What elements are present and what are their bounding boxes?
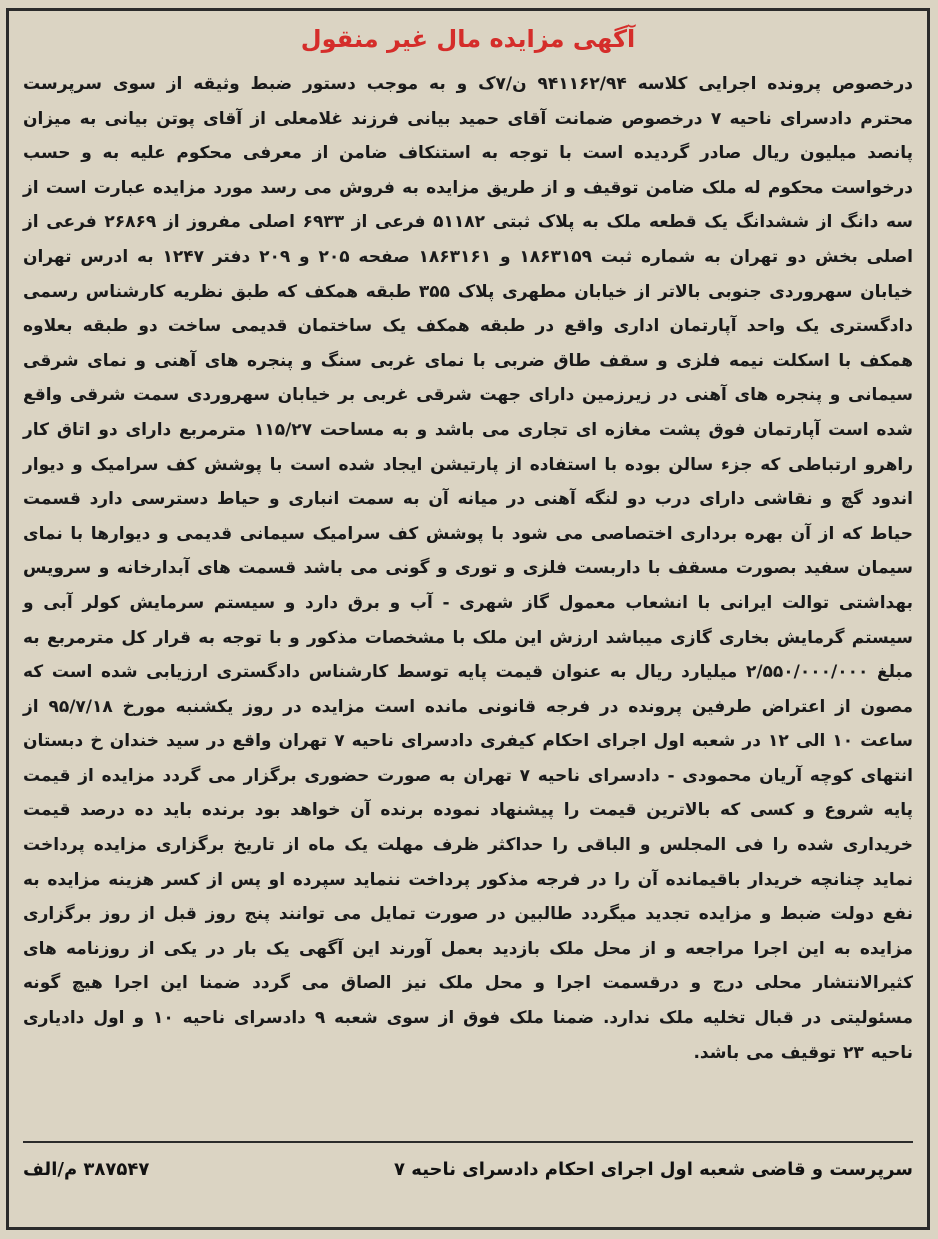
notice-code: ۳۸۷۵۴۷ م/الف	[23, 1158, 150, 1180]
notice-title: آگهی مزایده مال غیر منقول	[300, 25, 636, 53]
footer-divider	[23, 1141, 913, 1143]
notice-body: درخصوص پرونده اجرایی کلاسه ۹۴۱۱۶۲/۹۴ ن/۷ک و به موجب دستور ضبط وثیقه از سوی سرپرست محترم دادسرای ناحیه ۷ درخصوص ضمانت آقای حمید بیانی فرزند غلامعلی از آقای پوتن بیانی به میزان پانصد میلیون ریال صادر گردیده است با توجه به استنکاف ضامن از معرفی محکوم علیه به و حسب درخواست محکوم له ملک ضامن توقیف و از طریق مزایده به فروش می رسد مورد مزایده عبارت است از سه دانگ از ششدانگ یک قطعه ملک به پلاک ثبتی ۵۱۱۸۲ فرعی از ۶۹۳۳ اصلی مفروز از ۲۶۸۶۹ فرعی از اصلی بخش دو تهران به شماره ثبت ۱۸۶۳۱۵۹ و ۱۸۶۳۱۶۱ صفحه ۲۰۵ و ۲۰۹ دفتر ۱۲۴۷ به ادرس تهران خیابان سهروردی جنوبی بالاتر از خیابان مطهری پلاک ۳۵۵ طبقه همکف که طبق نظریه کارشناس رسمی دادگستری یک واحد آپارتمان اداری واقع در طبقه همکف یک ساختمان قدیمی ساخت دو طبقه بعلاوه همکف با اسکلت نیمه فلزی و سقف طاق ضربی با نمای غربی سنگ و پنجره های آهنی و نمای شرقی سیمانی و پنجره های آهنی در زیرزمین دارای جهت شرقی غربی بر خیابان سهروردی سمت شرقی واقع شده است آپارتمان فوق پشت مغازه ای تجاری می باشد و به مساحت ۱۱۵/۲۷ مترمربع دارای دو اتاق کار راهرو ارتباطی که جزء سالن بوده با استفاده از پارتیشن ایجاد شده است با پوشش کف سرامیک و دیوار اندود گچ و نقاشی دارای درب دو لنگه آهنی در میانه آن به سمت انباری و حیاط دسترسی دارد قسمت حیاط که از آن بهره برداری اختصاصی می شود با پوشش کف سرامیک سیمانی قدیمی و دیوارها با نمای سیمان سفید بصورت مسقف با داربست فلزی و توری و گونی می باشد قسمت های آبدارخانه و سرویس بهداشتی توالت ایرانی با انشعاب معمول گاز شهری - آب و برق دارد و سیستم سرمایش کولر آبی و سیستم گرمایش بخاری گازی میباشد ارزش این ملک با مشخصات مذکور و با توجه به قرار کل مترمربع به مبلغ ۲/۵۵۰/۰۰۰/۰۰۰ میلیارد ریال به عنوان قیمت پایه توسط کارشناس دادگستری ارزیابی شده است که مصون از اعتراض طرفین پرونده در فرجه قانونی مانده است مزایده در روز یکشنبه مورخ ۹۵/۷/۱۸ از ساعت ۱۰ الی ۱۲ در شعبه اول اجرای احکام کیفری دادسرای ناحیه ۷ تهران واقع در سید خندان خ دبستان انتهای کوچه آریان محمودی - دادسرای ناحیه ۷ تهران به صورت حضوری برگزار می گردد مزایده از قیمت پایه شروع و کسی که بالاترین قیمت را پیشنهاد نموده برنده آن خواهد بود برنده باید ده درصد قیمت خریداری شده را فی المجلس و الباقی را حداکثر ظرف مهلت یک ماه از تاریخ برگزاری مزایده پرداخت نماید چنانچه خریدار باقیمانده آن را در فرجه مذکور پرداخت ننماید سپرده او پس از کسر هزینه مزایده به نفع دولت ضبط و مزایده تجدید میگردد طالبین در صورت تمایل می توانند پنج روز قبل از روز برگزاری مزایده به این اجرا مراجعه و از محل ملک بازدید بعمل آورند این آگهی یک بار در یکی از روزنامه های کثیرالانتشار محلی درج و درقسمت اجرا و محل ملک نیز الصاق می گردد ضمنا این اجرا هیچ گونه مسئولیتی در قبال تخلیه ملک ندارد. ضمنا ملک فوق از سوی شعبه ۹ دادسرای ناحیه ۱۰ و اول دادیاری ناحیه ۲۳ توقیف می باشد.	[23, 74, 914, 1063]
notice-signature: سرپرست و قاضی شعبه اول اجرای احکام دادسرای ناحیه ۷	[394, 1158, 913, 1180]
notice-footer	[23, 1151, 913, 1187]
notice-frame	[6, 8, 930, 1230]
